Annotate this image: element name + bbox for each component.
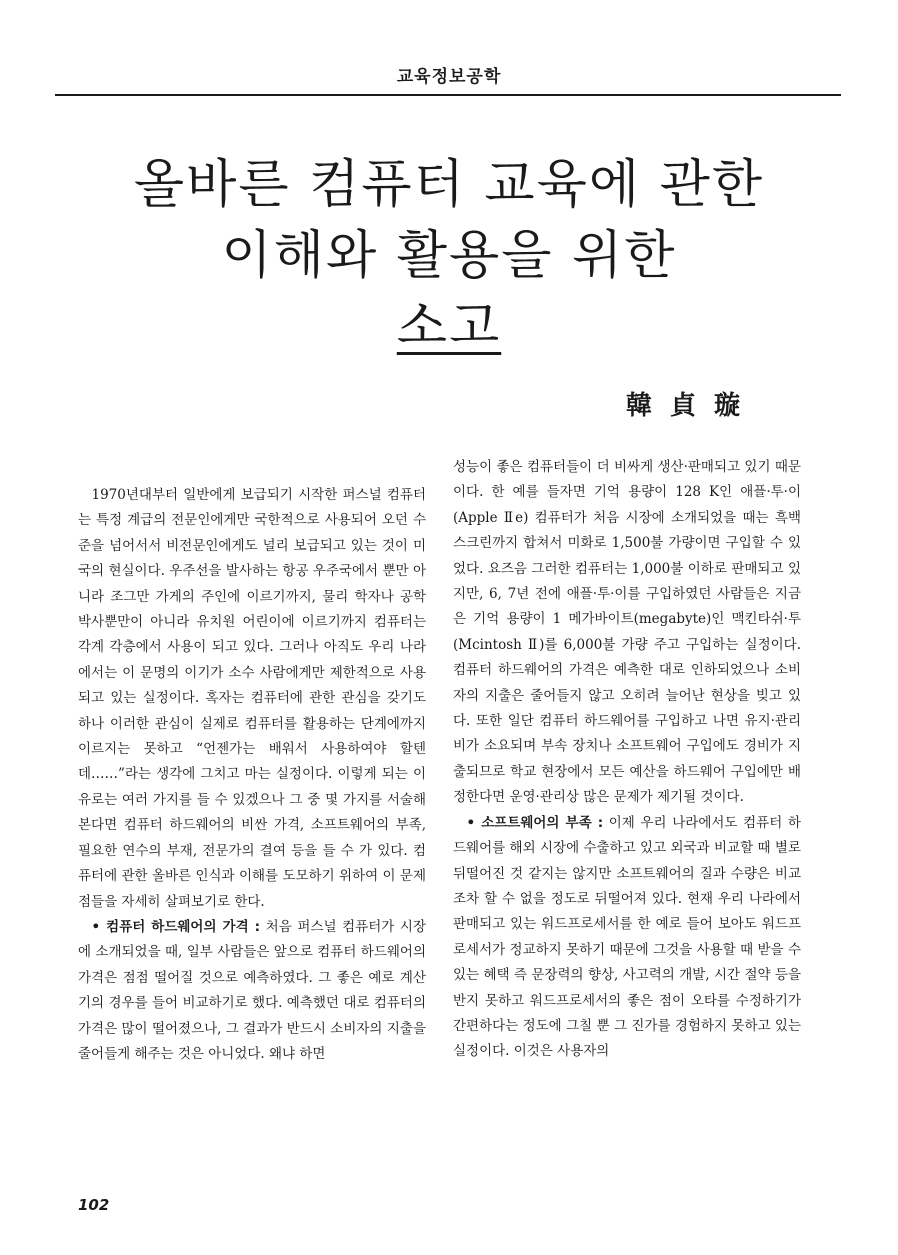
page-number: 102: [78, 1196, 110, 1214]
title-line-2: 이해와 활용을 위한: [221, 226, 677, 286]
title-line-3: 소고: [396, 297, 502, 357]
software-text: 이제 우리 나라에서도 컴퓨터 하드웨어를 해외 시장에 수출하고 있고 외국과 비교할 때 별로 뒤떨어진 것 같지는 않지만 소프트웨어의 질과 수량은 비교조차 할 수 없을 정도로 뒤떨어져 있다. 현재 우리 나라에서 판매되고 있는 워드프로세서를 한 예로 들어 보아도 워드프로세서가 정교하지 못하기 때문에 그것을 사용할 때 받을 수 있는 혜택 즉 문장력의 향상, 사고력의 개발, 시간 절약 등을 반지 못하고 워드프로세서의 좋은 점이 오타를 수정하기가 간편하다는 정도에 그칠 뿐 그 진가를 경험하지 못하고 있는 실정이다. 이것은 사용자의: [453, 814, 801, 1060]
article-title: [0, 150, 898, 363]
title-line-1: 올바른 컴퓨터 교육에 관한: [133, 155, 765, 215]
software-heading: • 소프트웨어의 부족 :: [466, 814, 604, 831]
hardware-heading: • 컴퓨터 하드웨어의 가격 :: [91, 918, 261, 935]
intro-paragraph: 1970년대부터 일반에게 보급되기 시작한 퍼스널 컴퓨터는 특정 계급의 전문인에게만 국한적으로 사용되어 오던 수준을 넘어서서 비전문인에게도 널리 보급되고 있는 것이 미국의 현실이다. 우주선을 발사하는 항공 우주국에서 뿐만 아니라 조그만 가게의 주인에 이르기까지, 물리 학자나 공학 박사뿐만이 아니라 유치원 어린이에 이르기까지 컴퓨터는 각계 각층에서 사용이 되고 있다. 그러나 아직도 우리 나라에서는 이 문명의 이기가 소수 사람에게만 제한적으로 사용되고 있는 실정이다. 혹자는 컴퓨터에 관한 관심을 갖기도 하나 이러한 관심이 실제로 컴퓨터를 활용하는 단계에까지 이르지는 못하고 “언젠가는 배워서 사용하여야 할텐데……”라는 생각에 그치고 마는 실정이다. 이렇게 되는 이유로는 여러 가지를 들 수 있겠으나 그 중 몇 가지를 서술해 본다면 컴퓨터 하드웨어의 비싼 가격, 소프트웨어의 부족, 필요한 연수의 부재, 전문가의 결여 등을 들 수 가 있다. 컴퓨터에 관한 올바른 인식과 이해를 도모하기 위하여 이 문제점들을 자세히 살펴보기로 한다.: [78, 487, 426, 910]
hardware-text: 처음 퍼스널 컴퓨터가 시장에 소개되었을 때, 일부 사람들은 앞으로 컴퓨터 하드웨어의 가격은 점점 떨어질 것으로 예측하였다. 그 좋은 예로 계산기의 경우를 들어 비교하기로 했다. 예측했던 대로 컴퓨터의 가격은 많이 떨어졌으나, 그 결과가 반드시 소비자의 지출을 줄어들게 해주는 것은 아니었다. 왜냐 하면: [78, 918, 426, 1062]
running-header: [0, 62, 898, 96]
right-column: [453, 455, 801, 1065]
software-paragraph: [453, 811, 801, 1065]
author-name: 韓貞璇: [625, 391, 758, 421]
section-title: 교육정보공학: [396, 67, 502, 87]
hardware-paragraph: [78, 915, 426, 1067]
header-rule: [55, 94, 841, 96]
left-column: [78, 483, 426, 1067]
continuation-paragraph: 성능이 좋은 컴퓨터들이 더 비싸게 생산·판매되고 있기 때문이다. 한 예를 들자면 기억 용량이 128 K인 애플·투·이(Apple Ⅱe) 컴퓨터가 처음 시장에 소개되었을 때는 흑백 스크린까지 합쳐서 미화로 1,500불 가량이면 구입할 수 있었다. 요즈음 그러한 컴퓨터는 1,000불 이하로 판매되고 있지만, 6, 7년 전에 애플·투·이를 구입하였던 사람들은 지금은 기억 용량이 1 메가바이트(megabyte)인 맥킨타쉬·투(Mcintosh Ⅱ)를 6,000불 가량 주고 구입하는 실정이다. 컴퓨터 하드웨어의 가격은 예측한 대로 인하되었으나 소비자의 지출은 줄어들지 않고 오히려 늘어난 현상을 빚고 있다. 또한 일단 컴퓨터 하드웨어를 구입하고 나면 유지·관리비가 소요되며 부속 장치나 소프트웨어 구입에도 경비가 지출되므로 학교 현장에서 모든 예산을 하드웨어 구입에만 배정한다면 운영·관리상 많은 문제가 제기될 것이다.: [453, 459, 801, 806]
